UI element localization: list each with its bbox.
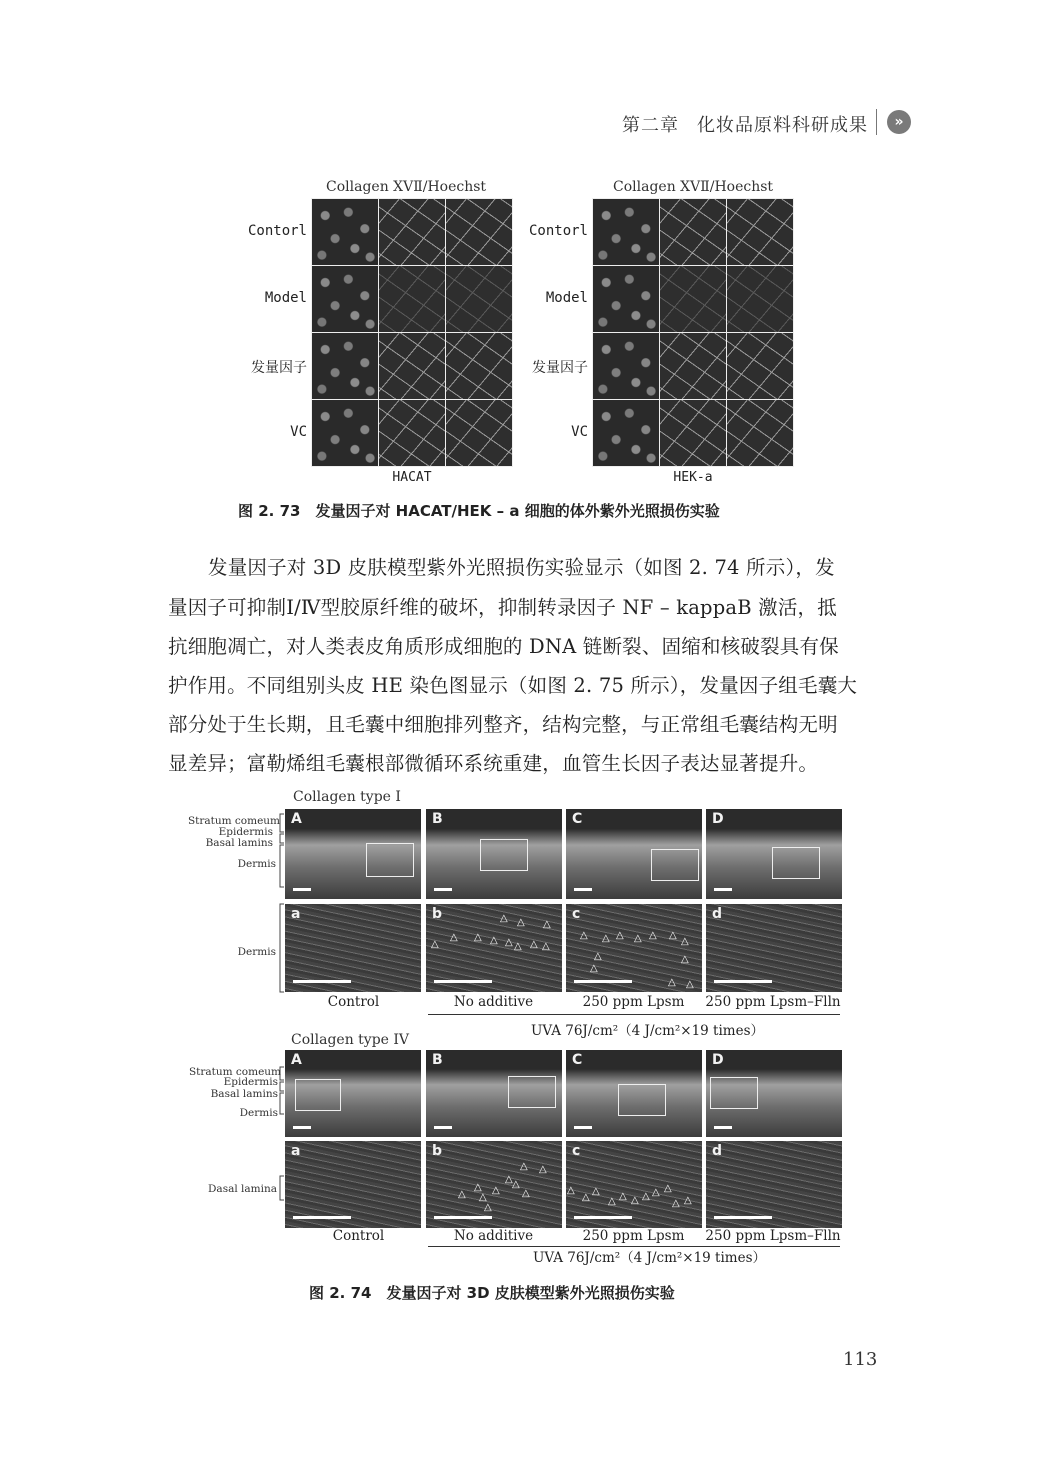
col4-lower-panel-letter-1: a: [291, 1143, 301, 1159]
col1-lower-panel-letter-3: c: [572, 906, 581, 922]
col1-upper-inset-box-1: [366, 843, 414, 877]
col1-upper-micrograph-2: [426, 809, 562, 899]
col1-lower-scale-bar-3: [574, 980, 632, 983]
body-line-3: 抗细胞凋亡，对人类表皮角质形成细胞的 DNA 链断裂、固缩和核破裂具有保: [168, 635, 839, 658]
bottom-label-basal: Basal lamins: [210, 1088, 278, 1100]
col1-upper-panel-letter-1: A: [291, 811, 302, 827]
hacat-cell-r1-c2: [379, 199, 445, 265]
col4-lower-damage-marker-2-1: △: [520, 1161, 528, 1172]
col1-lower-damage-marker-3-5: △: [649, 930, 657, 941]
col4-lower-panel-letter-2: b: [432, 1143, 443, 1159]
col4-upper-scale-bar-2: [434, 1126, 452, 1129]
heka-cell-r3-c1: [593, 333, 659, 399]
body-line-4: 护作用。不同组别头皮 HE 染色图显示（如图 2. 75 所示），发量因子组毛囊大: [168, 674, 858, 697]
col4-lower-micrograph-3: [566, 1141, 702, 1228]
right-row-label-vc: VC: [571, 424, 588, 440]
bottom-label-epidermis: Epidermis: [223, 1076, 278, 1088]
col1-lower-damage-marker-2-5: △: [500, 913, 508, 924]
col4-lower-damage-marker-2-8: △: [458, 1189, 466, 1200]
col1-upper-panel-letter-2: B: [432, 811, 443, 827]
col1-lower-damage-marker-3-9: △: [590, 963, 598, 974]
heka-cell-r1-c1: [593, 199, 659, 265]
col1-lower-damage-marker-3-8: △: [594, 951, 602, 962]
page-number: 113: [843, 1349, 878, 1370]
collagen-iv-title: Collagen type IV: [291, 1032, 410, 1048]
col4-lower-damage-marker-2-5: △: [492, 1185, 500, 1196]
top-zoom-label: Dermis: [237, 946, 276, 958]
col4-lower-damage-marker-3-6: △: [631, 1195, 639, 1206]
double-chevron-right-icon: »: [887, 110, 911, 134]
col1-upper-panel-letter-3: C: [572, 811, 583, 827]
col4-lower-damage-marker-3-8: △: [652, 1187, 660, 1198]
right-panel-caption: HEK-a: [673, 470, 713, 485]
hacat-cell-r4-c1: [312, 400, 378, 466]
col4-upper-micrograph-1: [285, 1050, 421, 1137]
body-line-5: 部分处于生长期，且毛囊中细胞排列整齐，结构完整，与正常组毛囊结构无明: [168, 713, 838, 736]
right-row-label-factor: 发量因子: [532, 360, 588, 376]
right-panel-title: Collagen ⅩⅤⅡ/Hoechst: [613, 179, 774, 195]
running-header-chapter: 第二章: [622, 115, 679, 136]
col1-lower-micrograph-4: [706, 904, 842, 992]
col1-lower-damage-marker-2-1: △: [431, 939, 439, 950]
col1-upper-inset-box-3: [651, 849, 699, 881]
col4-upper-inset-box-3: [618, 1084, 666, 1116]
col4-lower-scale-bar-2: [434, 1216, 492, 1219]
col4-upper-micrograph-3: [566, 1050, 702, 1137]
col1-lower-damage-marker-3-12: △: [686, 979, 694, 990]
col4-lower-panel-letter-4: d: [712, 1143, 723, 1159]
col4-lower-micrograph-1: [285, 1141, 421, 1228]
hacat-cell-r4-c3: [446, 400, 512, 466]
col4-upper-panel-letter-3: C: [572, 1052, 583, 1068]
col1-lower-scale-bar-1: [293, 980, 351, 983]
hacat-cell-r4-c2: [379, 400, 445, 466]
top-uva-underline: [428, 1014, 840, 1015]
col4-lower-damage-marker-2-6: △: [512, 1179, 520, 1190]
col1-upper-scale-bar-4: [714, 888, 732, 891]
col1-lower-damage-marker-2-8: △: [517, 917, 525, 928]
col1-lower-damage-marker-2-10: △: [542, 941, 550, 952]
col4-lower-damage-marker-3-11: △: [684, 1195, 692, 1206]
top-cond-no-additive: No additive: [453, 994, 534, 1010]
bottom-cond-control: Control: [332, 1228, 385, 1244]
col4-lower-scale-bar-3: [574, 1216, 632, 1219]
heka-cell-r1-c3: [727, 199, 793, 265]
col4-lower-panel-letter-3: c: [572, 1143, 581, 1159]
col4-upper-scale-bar-4: [714, 1126, 732, 1129]
heka-cell-r4-c3: [727, 400, 793, 466]
col1-lower-panel-letter-1: a: [291, 906, 301, 922]
col4-lower-micrograph-2: [426, 1141, 562, 1228]
col1-upper-scale-bar-2: [434, 888, 452, 891]
top-cond-lpsm: 250 ppm Lpsm: [582, 994, 685, 1010]
col4-lower-damage-marker-3-10: △: [672, 1198, 680, 1209]
left-row-label-vc: VC: [290, 424, 307, 440]
col4-upper-micrograph-4: [706, 1050, 842, 1137]
top-label-stratum: Stratum comeum: [187, 815, 280, 827]
hacat-cell-r1-c3: [446, 199, 512, 265]
figure-273-caption: 图 2. 73 发量因子对 HACAT/HEK – a 细胞的体外紫外光照损伤实验: [238, 502, 720, 520]
col1-lower-scale-bar-4: [714, 980, 772, 983]
col1-lower-damage-marker-3-11: △: [668, 977, 676, 988]
col4-lower-damage-marker-3-7: △: [642, 1191, 650, 1202]
col4-lower-damage-marker-2-2: △: [539, 1164, 547, 1175]
col1-lower-damage-marker-3-10: △: [681, 954, 689, 965]
heka-cell-r2-c1: [593, 266, 659, 332]
left-row-label-factor: 发量因子: [251, 360, 307, 376]
left-row-label-control: Contorl: [247, 223, 307, 239]
col4-lower-damage-marker-2-4: △: [474, 1182, 482, 1193]
col4-upper-panel-letter-4: D: [712, 1052, 724, 1068]
body-line-1: 发量因子对 3D 皮肤模型紫外光照损伤实验显示（如图 2. 74 所示），发: [208, 556, 835, 579]
hacat-cell-r3-c1: [312, 333, 378, 399]
right-row-label-model: Model: [545, 290, 588, 306]
col4-lower-scale-bar-1: [293, 1216, 351, 1219]
hacat-cell-r3-c3: [446, 333, 512, 399]
hacat-cell-r3-c2: [379, 333, 445, 399]
body-line-2: 量因子可抑制Ⅰ/Ⅳ型胶原纤维的破坏，抑制转录因子 NF – kappaB 激活，抵: [168, 596, 837, 619]
col1-lower-micrograph-2: [426, 904, 562, 992]
col1-lower-micrograph-3: [566, 904, 702, 992]
col1-upper-inset-box-4: [772, 847, 820, 879]
running-header-title: 化妆品原料科研成果: [697, 115, 868, 136]
top-cond-lpsm-flln: 250 ppm Lpsm–Flln: [705, 994, 841, 1010]
heka-cell-r1-c2: [660, 199, 726, 265]
col1-lower-damage-marker-3-2: △: [602, 933, 610, 944]
col1-upper-micrograph-4: [706, 809, 842, 899]
bottom-cond-no-additive: No additive: [453, 1228, 534, 1244]
col4-lower-damage-marker-3-1: △: [567, 1185, 575, 1196]
top-cond-control: Control: [327, 994, 380, 1010]
top-uva-label: UVA 76J/cm²（4 J/cm²×19 times）: [531, 1023, 765, 1039]
col1-lower-damage-marker-2-3: △: [474, 932, 482, 943]
col1-lower-damage-marker-2-11: △: [543, 919, 551, 930]
col1-lower-panel-letter-2: b: [432, 906, 443, 922]
bottom-uva-label: UVA 76J/cm²（4 J/cm²×19 times）: [533, 1250, 767, 1266]
hacat-cell-r2-c2: [379, 266, 445, 332]
col1-lower-damage-marker-2-2: △: [450, 932, 458, 943]
body-line-6: 显差异；富勒烯组毛囊根部微循环系统重建，血管生长因子表达显著提升。: [168, 752, 819, 775]
col1-lower-damage-marker-3-6: △: [669, 930, 677, 941]
col4-upper-scale-bar-1: [293, 1126, 311, 1129]
heka-cell-r3-c2: [660, 333, 726, 399]
col1-lower-damage-marker-2-4: △: [490, 935, 498, 946]
col4-upper-inset-box-1: [295, 1079, 341, 1111]
hacat-cell-r2-c3: [446, 266, 512, 332]
col1-lower-micrograph-1: [285, 904, 421, 992]
top-label-epidermis: Epidermis: [218, 826, 273, 838]
heka-cell-r2-c2: [660, 266, 726, 332]
collagen-i-title: Collagen type I: [293, 789, 401, 805]
heka-cell-r4-c1: [593, 400, 659, 466]
right-row-label-control: Contorl: [528, 223, 588, 239]
col4-lower-damage-marker-3-9: △: [664, 1183, 672, 1194]
figure-274-caption: 图 2. 74 发量因子对 3D 皮肤模型紫外光照损伤实验: [309, 1284, 675, 1302]
col4-upper-inset-box-2: [508, 1076, 556, 1108]
col4-lower-damage-marker-2-10: △: [484, 1202, 492, 1213]
col4-lower-scale-bar-4: [714, 1216, 772, 1219]
col1-upper-micrograph-3: [566, 809, 702, 899]
col4-lower-micrograph-4: [706, 1141, 842, 1228]
col1-upper-panel-letter-4: D: [712, 811, 724, 827]
col4-upper-micrograph-2: [426, 1050, 562, 1137]
bottom-cond-lpsm: 250 ppm Lpsm: [582, 1228, 685, 1244]
col1-lower-damage-marker-2-7: △: [514, 941, 522, 952]
top-label-dermis: Dermis: [237, 858, 276, 870]
col4-upper-panel-letter-1: A: [291, 1052, 302, 1068]
col4-lower-damage-marker-3-3: △: [592, 1186, 600, 1197]
col1-upper-scale-bar-3: [574, 888, 592, 891]
heka-cell-r2-c3: [727, 266, 793, 332]
bottom-zoom-label: Dasal lamina: [208, 1183, 277, 1195]
col1-upper-inset-box-2: [480, 839, 528, 871]
col4-lower-damage-marker-3-5: △: [619, 1191, 627, 1202]
col4-lower-damage-marker-2-9: △: [479, 1192, 487, 1203]
bottom-label-dermis: Dermis: [239, 1107, 278, 1119]
col1-lower-scale-bar-2: [434, 980, 492, 983]
col1-upper-micrograph-1: [285, 809, 421, 899]
col1-upper-scale-bar-1: [293, 888, 311, 891]
col4-lower-damage-marker-3-4: △: [608, 1196, 616, 1207]
hacat-cell-r1-c1: [312, 199, 378, 265]
col4-lower-damage-marker-2-7: △: [522, 1188, 530, 1199]
col1-lower-damage-marker-2-6: △: [505, 937, 513, 948]
col1-lower-damage-marker-3-3: △: [616, 930, 624, 941]
top-label-basal: Basal lamins: [205, 837, 273, 849]
left-panel-caption: HACAT: [392, 470, 432, 485]
col4-lower-damage-marker-2-3: △: [505, 1174, 513, 1185]
col1-lower-damage-marker-3-4: △: [634, 933, 642, 944]
col4-upper-inset-box-4: [710, 1077, 758, 1109]
hacat-cell-r2-c1: [312, 266, 378, 332]
col4-upper-scale-bar-3: [574, 1126, 592, 1129]
left-panel-title: Collagen ⅩⅤⅡ/Hoechst: [326, 179, 487, 195]
col4-upper-panel-letter-2: B: [432, 1052, 443, 1068]
bottom-label-stratum: Stratum comeum: [188, 1066, 281, 1078]
col1-lower-damage-marker-3-1: △: [580, 930, 588, 941]
col1-lower-damage-marker-3-7: △: [681, 936, 689, 947]
heka-cell-r4-c2: [660, 400, 726, 466]
header-divider: [876, 109, 877, 135]
bottom-cond-lpsm-flln: 250 ppm Lpsm–Flln: [705, 1228, 841, 1244]
col1-lower-damage-marker-2-9: △: [530, 939, 538, 950]
col1-lower-panel-letter-4: d: [712, 906, 723, 922]
left-row-label-model: Model: [264, 290, 307, 306]
col4-lower-damage-marker-3-2: △: [582, 1192, 590, 1203]
heka-cell-r3-c3: [727, 333, 793, 399]
